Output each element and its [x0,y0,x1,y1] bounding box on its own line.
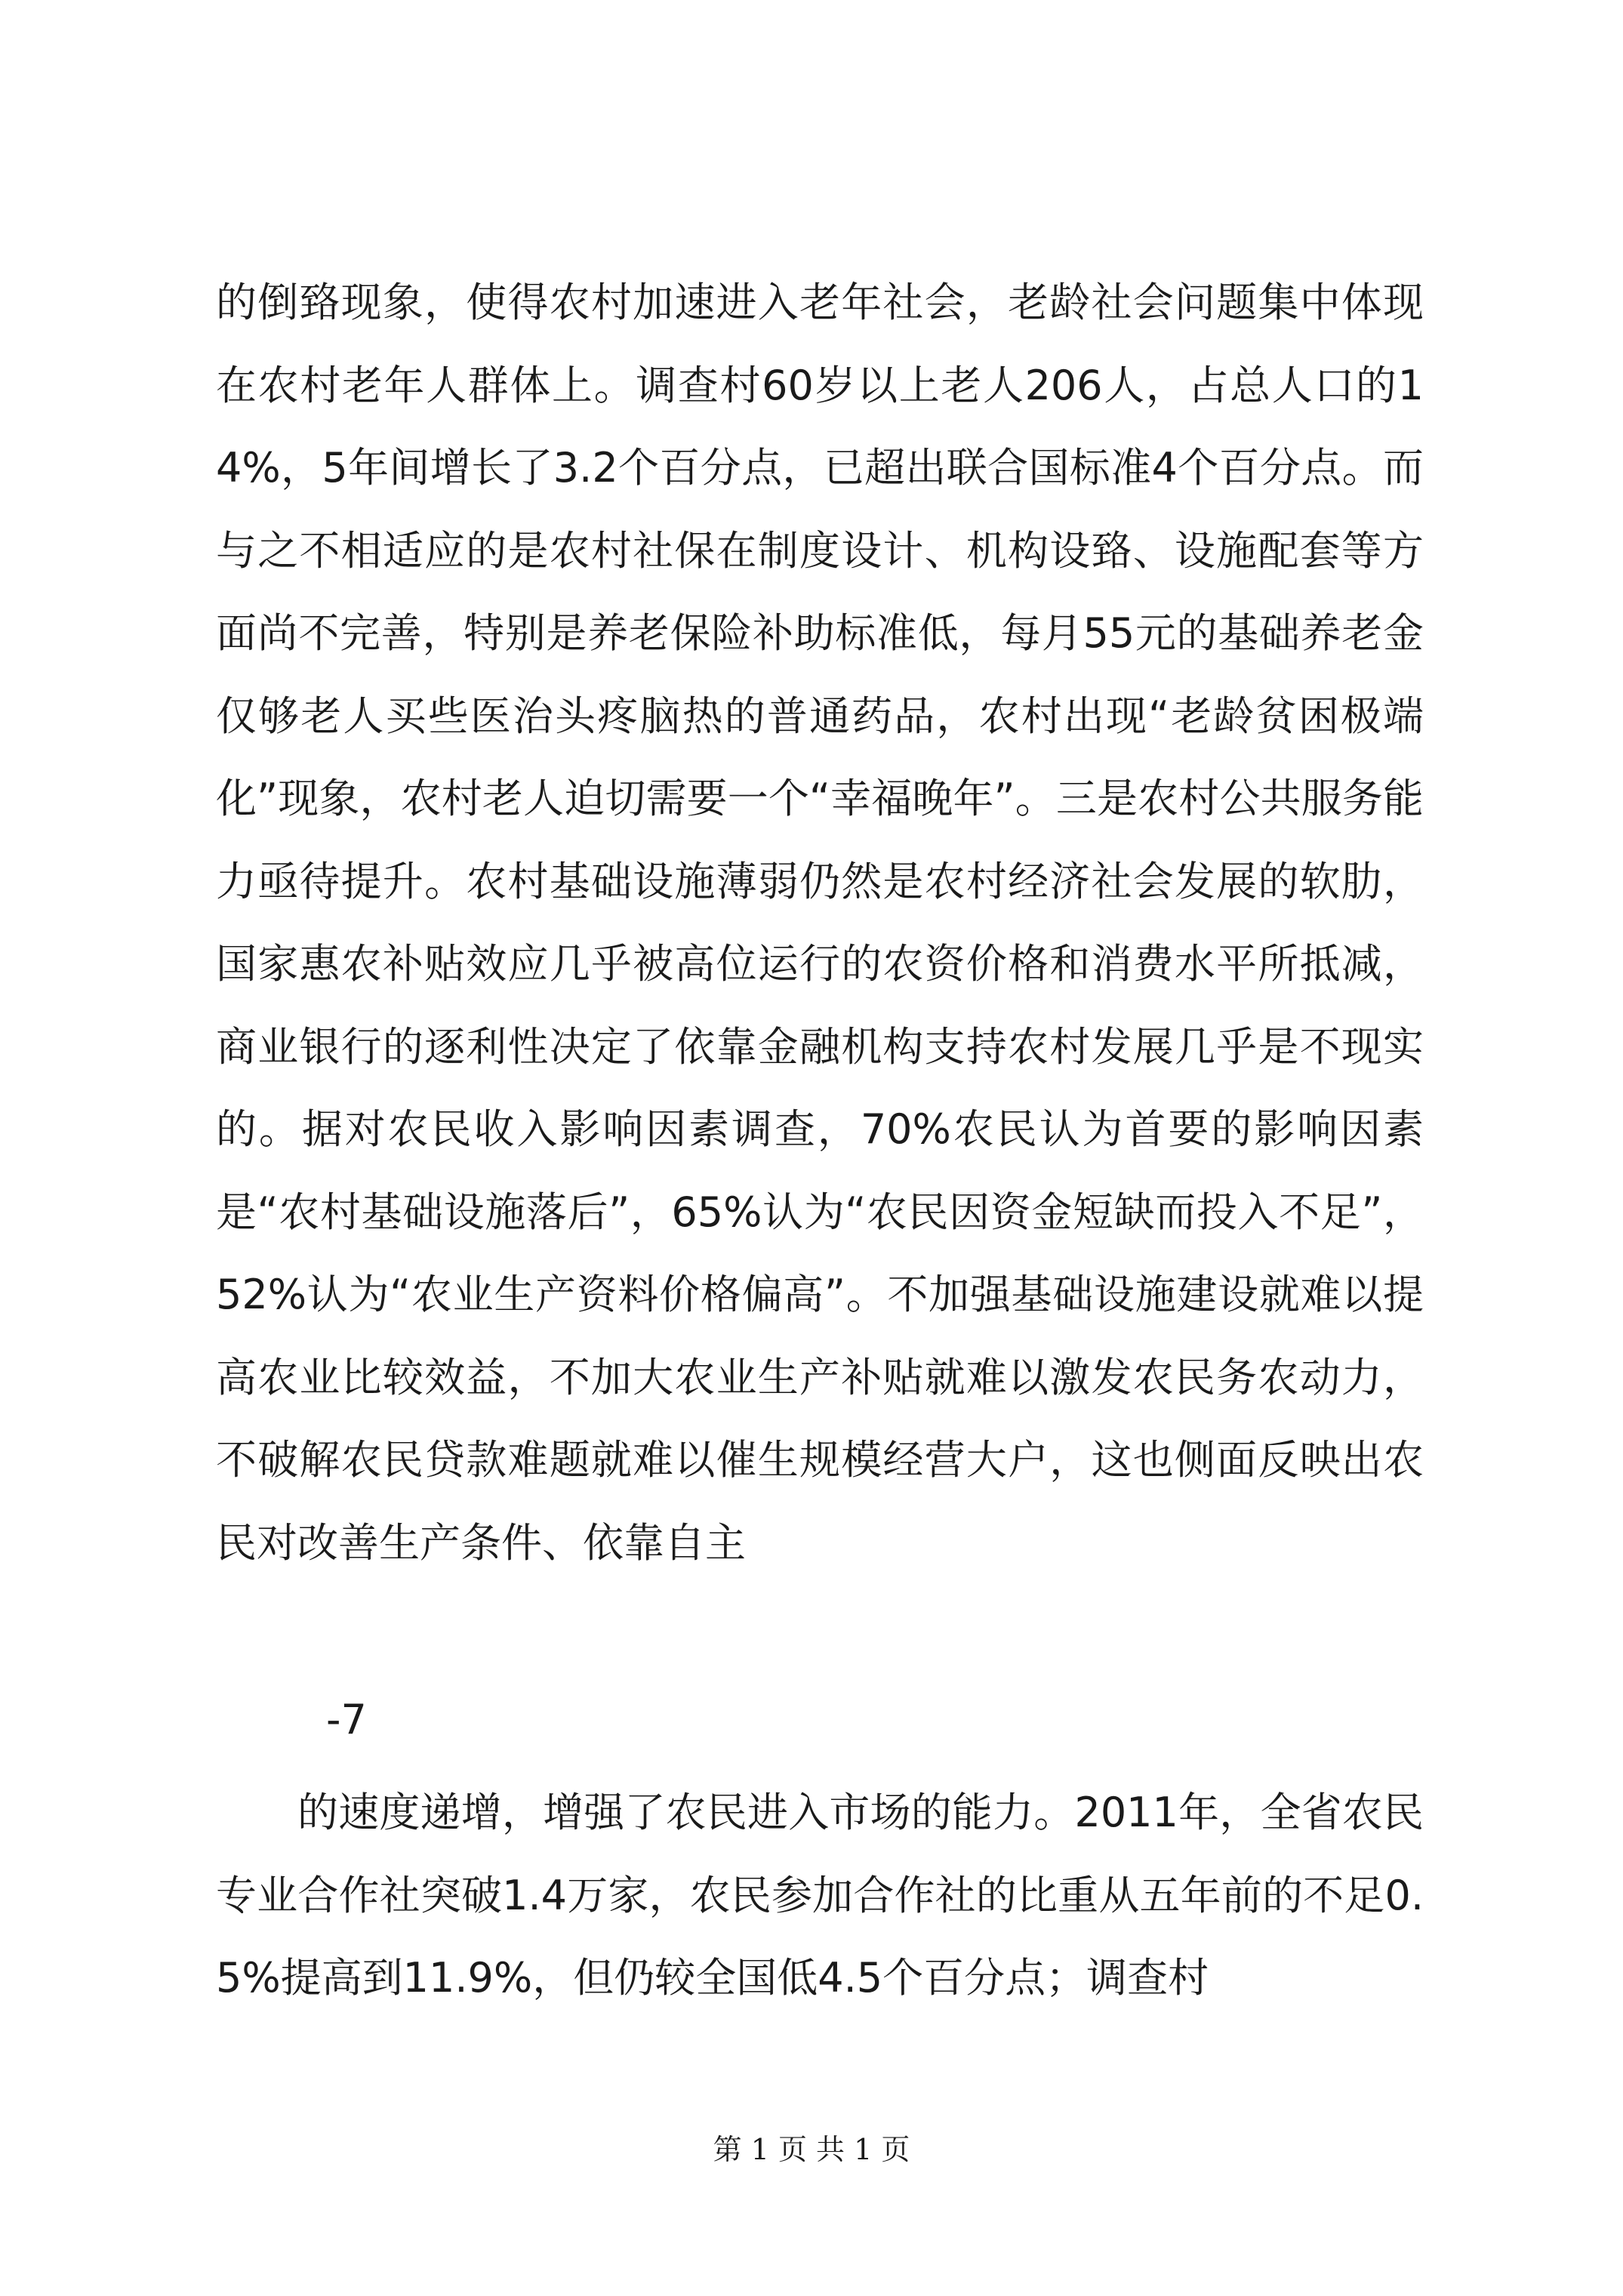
paragraph-1: 的倒臵现象，使得农村加速进入老年社会，老龄社会问题集中体现在农村老年人群体上。调查村60岁以上老人206人，占总人口的14%，5年间增长了3.2个百分点，已超出联合国标准4个百分点。而与之不相适应的是农村社保在制度设计、机构设臵、设施配套等方面尚不完善，特别是养老保险补助标准低，每月55元的基础养老金仅够老人买些医治头疼脑热的普通药品，农村出现“老龄贫困极端化”现象，农村老人迫切需要一个“幸福晚年”。三是农村公共服务能力亟待提升。农村基础设施薄弱仍然是农村经济社会发展的软肋，国家惠农补贴效应几乎被高位运行的农资价格和消费水平所抵减，商业银行的逐利性决定了依靠金融机构支持农村发展几乎是不现实的。据对农民收入影响因素调查，70%农民认为首要的影响因素是“农村基础设施落后”，65%认为“农民因资金短缺而投入不足”，52%认为“农业生产资料价格偏高”。不加强基础设施建设就难以提高农业比较效益，不加大农业生产补贴就难以激发农民务农动力，不破解农民贷款难题就难以催生规模经营大户，这也侧面反映出农民对改善生产条件、依靠自主 [216,279,1424,1567]
page-number-fragment: -7 [326,1696,367,1743]
paragraph-2: 的速度递增，增强了农民进入市场的能力。2011年，全省农民专业合作社突破1.4万家，农民参加合作社的比重从五年前的不足0.5%提高到11.9%，但仍较全国低4.5个百分点；调查村 [216,1789,1424,2002]
page-footer: 第 1 页 共 1 页 [713,2133,910,2166]
body-text-block [216,261,1424,1584]
